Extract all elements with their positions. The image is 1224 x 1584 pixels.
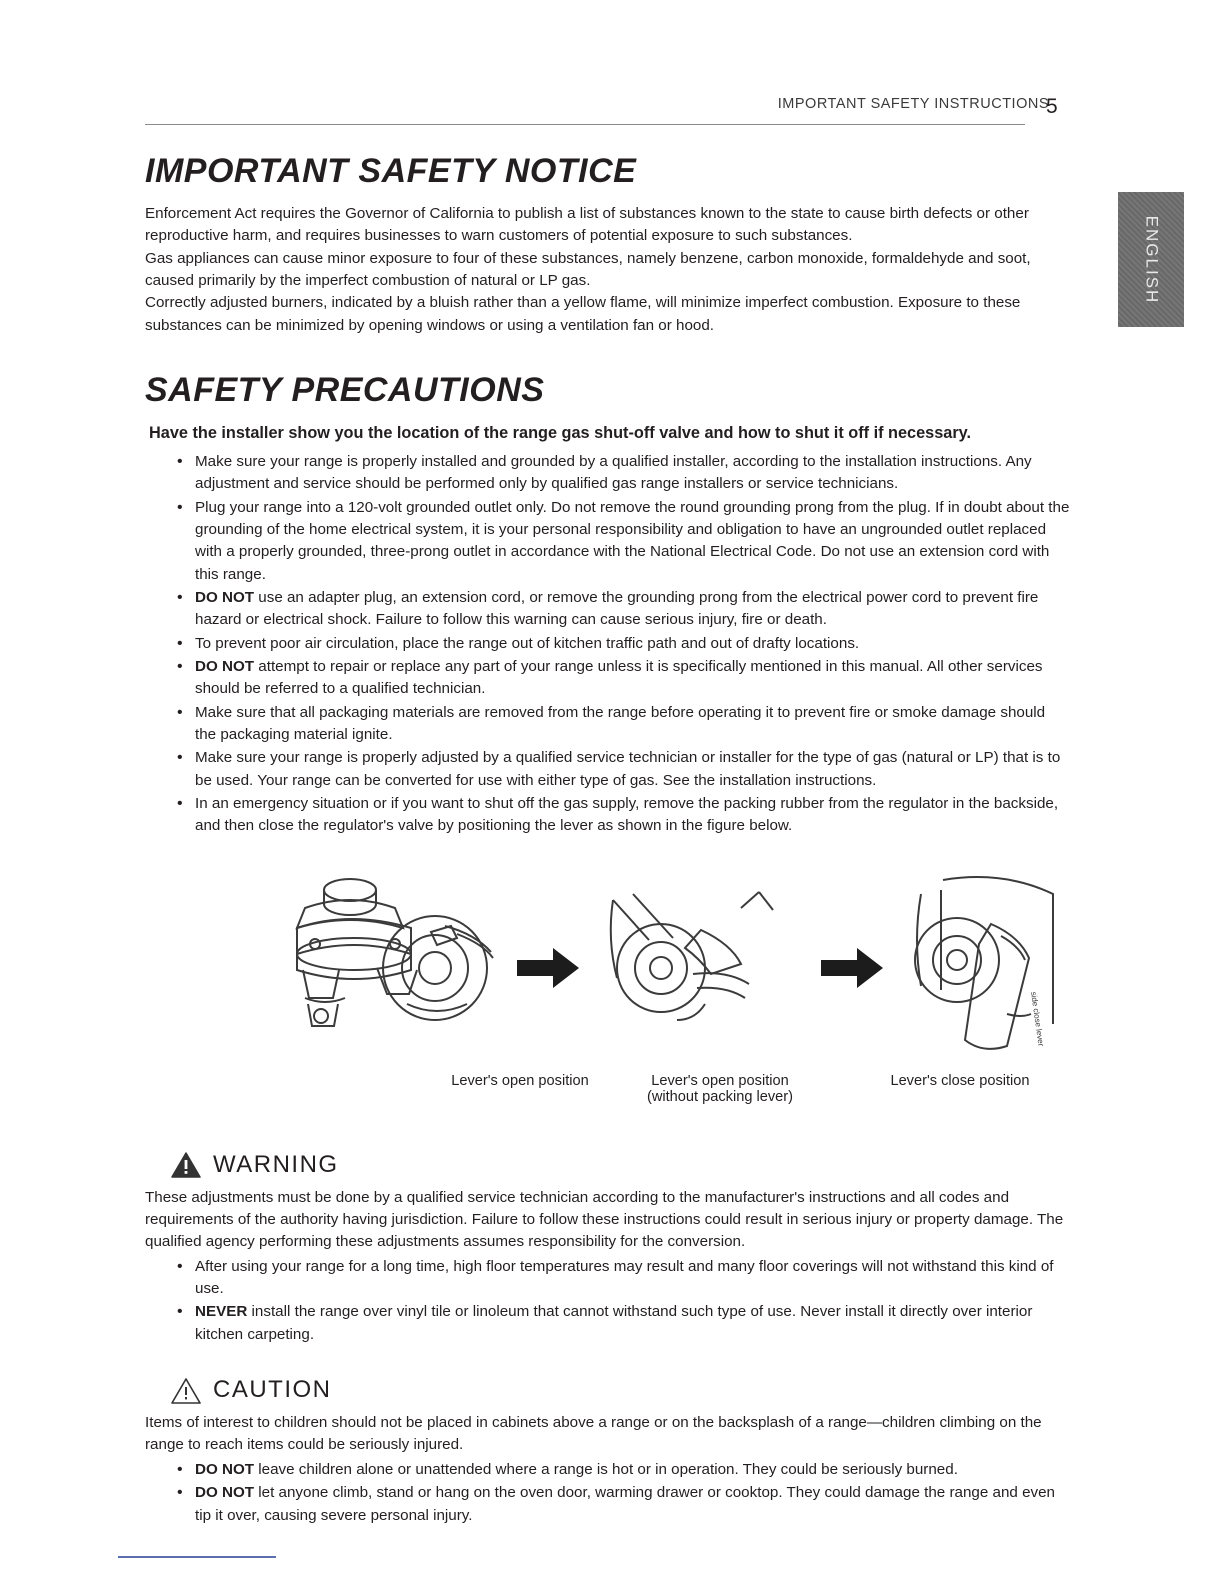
figure-caption-2-line2: (without packing lever)	[646, 1088, 793, 1105]
regulator-close-icon	[915, 877, 1053, 1049]
section-title-safety-notice: IMPORTANT SAFETY NOTICE	[145, 152, 637, 190]
list-item: • In an emergency situation or if you want to shut off the gas supply, remove the packing rubber from the regulator in the backside, and then close the regulator's valve by positioning the lever as shown in the figure below.	[173, 793, 1070, 838]
caution-block	[145, 1376, 1070, 1527]
figure-caption-2-line1: Lever's open position	[651, 1072, 789, 1089]
regulator-figure	[145, 864, 1070, 1069]
language-tab	[1118, 192, 1184, 327]
page-header	[145, 96, 1075, 116]
caution-label: CAUTION	[213, 1376, 332, 1404]
figure-caption-1-line1: Lever's open position	[451, 1072, 589, 1089]
list-item-emphasis: DO NOT	[195, 588, 255, 606]
safety-precautions-lead: Have the installer show you the location of the range gas shut-off valve and how to shut it off if necessary.	[149, 424, 972, 443]
caution-header	[171, 1376, 1070, 1404]
regulator-open-without-lever-icon	[611, 892, 773, 1020]
list-item-emphasis: DO NOT	[195, 1460, 255, 1478]
caution-triangle-icon	[171, 1377, 201, 1404]
list-item: • Plug your range into a 120-volt grounded outlet only. Do not remove the round grounding prong from the plug. If in doubt about the grounding of the home electrical system, it is your personal responsibility and obligation to have an ungrounded outlet replaced with a properly grounded, three-prong outlet in accordance with the National Electrical Code. Do not use an extension cord with this range.	[173, 497, 1070, 586]
warning-label: WARNING	[213, 1150, 339, 1178]
list-item: • DO NOT leave children alone or unattended where a range is hot or in operation. They could be seriously burned.	[173, 1459, 1070, 1481]
warning-triangle-icon	[171, 1151, 201, 1178]
warning-header	[171, 1151, 1070, 1179]
figure-caption-3-line1: Lever's close position	[890, 1072, 1030, 1089]
running-title: IMPORTANT SAFETY INSTRUCTIONS	[777, 96, 1049, 112]
figure-caption-3	[815, 1073, 1105, 1089]
safety-notice-paragraph: Enforcement Act requires the Governor of California to publish a list of substances known to the state to cause birth defects or other reproductive harm, and requires businesses to warn customers of potential exposure to such substances. Gas appliances can cause minor exposure to four of these substances, namely benzene, carbon monoxide, formaldehyde and soot, caused primarily by the imperfect combustion of natural or LP gas. Correctly adjusted burners, indicated by a bluish rather than a yellow flame, will minimize imperfect combustion. Exposure to these substances can be minimized by opening windows or using a ventilation fan or hood.	[145, 205, 1031, 334]
list-item: • NEVER install the range over vinyl tile or linoleum that cannot withstand such type of use. Never install it directly over interior kitchen carpeting.	[173, 1301, 1070, 1346]
arrow-right-icon-1	[517, 948, 579, 988]
language-tab-label: ENGLISH	[1142, 215, 1162, 304]
list-item: • To prevent poor air circulation, place the range out of kitchen traffic path and out of drafty locations.	[173, 633, 1070, 655]
page-content	[145, 152, 1070, 1528]
list-item: • DO NOT use an adapter plug, an extension cord, or remove the grounding prong from the electrical power cord to prevent fire hazard or electrical shock. Failure to follow this warning can cause serious injury, fire or death.	[173, 587, 1070, 632]
footer-mark	[118, 1556, 276, 1558]
list-item: • DO NOT let anyone climb, stand or hang on the oven door, warming drawer or cooktop. They could damage the range and even tip it over, causing severe personal injury.	[173, 1482, 1070, 1527]
list-item: • DO NOT attempt to repair or replace any part of your range unless it is specifically mentioned in this manual. All other services should be referred to a qualified technician.	[173, 656, 1070, 701]
warning-body: These adjustments must be done by a qualified service technician according to the manufacturer's instructions and all codes and requirements of the authority having jurisdiction. Failure to follow these instructions could result in serious injury or property damage. The qualified agency performing these adjustments assumes responsibility for the conversion.	[145, 1188, 1064, 1251]
list-item-emphasis: NEVER	[195, 1303, 248, 1321]
list-item: • Make sure your range is properly installed and grounded by a qualified installer, according to the installation instructions. Any adjustment and service should be performed only by qualified gas range installers or service technicians.	[173, 451, 1070, 496]
page-number: 5	[1046, 95, 1058, 118]
list-item: • Make sure that all packaging materials are removed from the range before operating it to prevent fire or smoke damage should the packaging material ignite.	[173, 702, 1070, 747]
caution-list	[145, 1459, 1070, 1527]
list-item: • After using your range for a long time, high floor temperatures may result and many floor coverings will not withstand this kind of use.	[173, 1256, 1070, 1301]
section-title-safety-precautions: SAFETY PRECAUTIONS	[145, 371, 545, 410]
regulator-open-with-lever-icon	[297, 879, 493, 1026]
safety-precautions-list	[145, 451, 1070, 838]
list-item-emphasis: DO NOT	[195, 1484, 255, 1502]
regulator-diagram-svg	[145, 864, 1070, 1069]
list-item: • Make sure your range is properly adjusted by a qualified service technician or installer for the type of gas (natural or LP) that is to be used. Your range can be converted for use with either type of gas. See the installation instructions.	[173, 747, 1070, 792]
list-item-emphasis: DO NOT	[195, 657, 255, 675]
figure-captions	[145, 1073, 1070, 1121]
warning-list	[145, 1256, 1070, 1346]
regulator-side-text: side close lever	[1029, 990, 1046, 1047]
arrow-right-icon-2	[821, 948, 883, 988]
header-divider	[145, 124, 1025, 125]
caution-body: Items of interest to children should not be placed in cabinets above a range or on the backsplash of a range—children climbing on the range to reach items could be seriously injured.	[145, 1414, 1042, 1454]
